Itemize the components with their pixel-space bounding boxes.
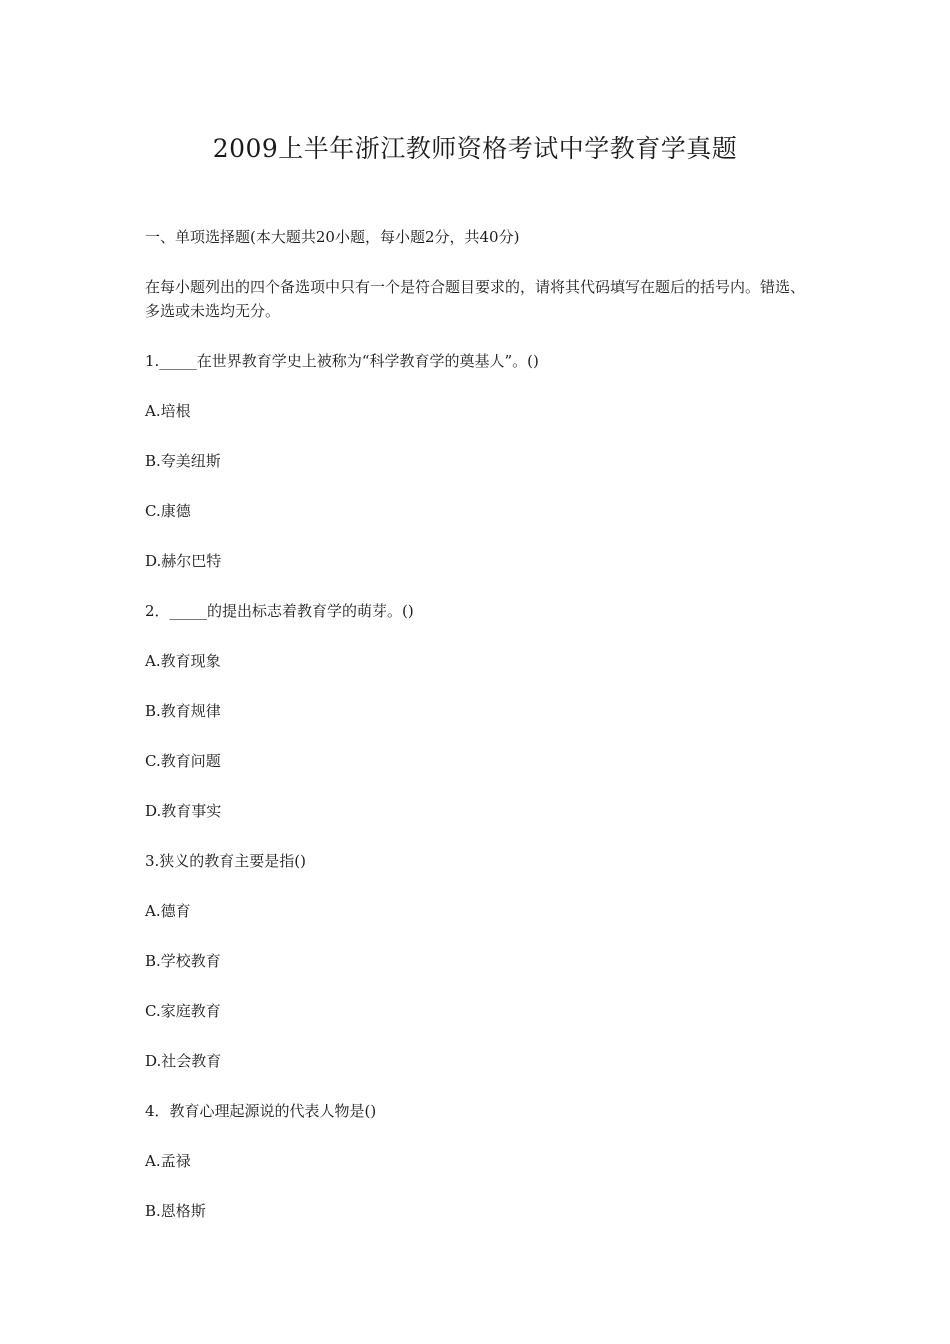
option-line: A.德育 bbox=[145, 902, 191, 920]
question-1: 1._____在世界教育学史上被称为“科学教育学的奠基人”。() bbox=[145, 352, 539, 370]
option-line: A.孟禄 bbox=[145, 1152, 191, 1170]
option-line: B.教育规律 bbox=[145, 702, 221, 720]
instructions-paragraph: 在每小题列出的四个备选项中只有一个是符合题目要求的，请将其代码填写在题后的括号内。错选、多选或未选均无分。 bbox=[145, 278, 806, 320]
option-line: D.社会教育 bbox=[145, 1052, 222, 1070]
option-line: A.培根 bbox=[145, 402, 191, 420]
option-line: B.学校教育 bbox=[145, 952, 221, 970]
option-line: B.恩格斯 bbox=[145, 1202, 206, 1220]
question-3: 3.狭义的教育主要是指() bbox=[145, 852, 307, 870]
option-line: A.教育现象 bbox=[145, 652, 221, 670]
document-title: 2009上半年浙江教师资格考试中学教育学真题 bbox=[212, 134, 738, 163]
option-line: C.家庭教育 bbox=[145, 1002, 221, 1020]
question-2: 2．_____的提出标志着教育学的萌芽。() bbox=[145, 602, 414, 620]
question-4: 4．教育心理起源说的代表人物是() bbox=[145, 1102, 377, 1120]
option-line: D.教育事实 bbox=[145, 802, 222, 820]
section-heading: 一、单项选择题(本大题共20小题，每小题2分，共40分) bbox=[145, 228, 520, 246]
option-line: C.康德 bbox=[145, 502, 191, 520]
document-body bbox=[145, 225, 815, 1249]
option-line: D.赫尔巴特 bbox=[145, 552, 222, 570]
option-line: B.夸美纽斯 bbox=[145, 452, 221, 470]
option-line: C.教育问题 bbox=[145, 752, 221, 770]
